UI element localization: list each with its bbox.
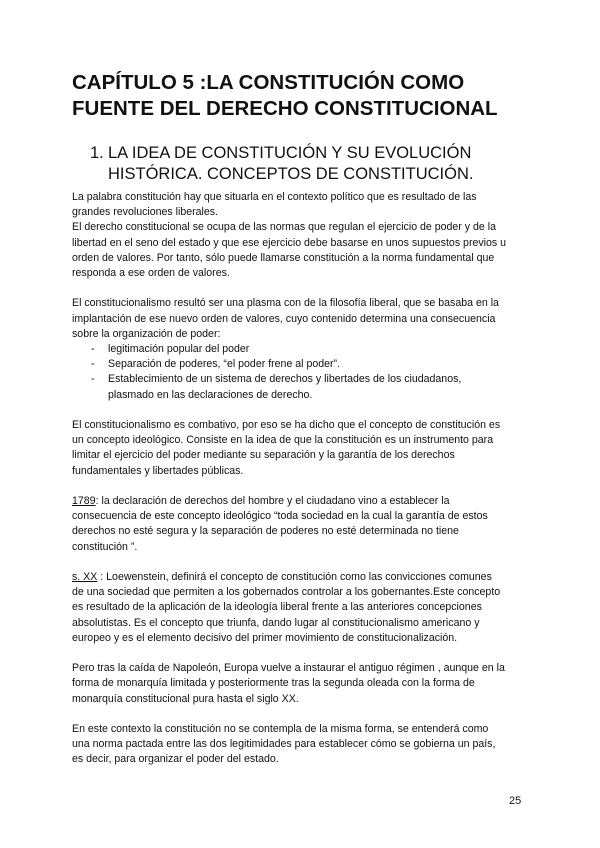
text-line: El constitucionalismo resultó ser una plasma con de la filosofía liberal, que se basaba en la xyxy=(72,297,499,310)
section-title-line-2: HISTÓRICA. CONCEPTOS DE CONSTITUCIÓN. xyxy=(108,165,474,183)
paragraph-5 xyxy=(72,570,534,646)
list-item xyxy=(72,357,534,372)
text-line: libertad en el seno del estado y que ese ejercicio debe basarse en unos supuestos previos u xyxy=(72,236,507,249)
paragraph-4 xyxy=(72,494,534,555)
text-line: un concepto ideológico. Consiste en la idea de que la constitución es un instrumento para xyxy=(72,434,494,447)
paragraph-1 xyxy=(72,190,534,281)
paragraph-6 xyxy=(72,661,534,707)
list-dash: - xyxy=(91,343,95,356)
section-number: 1. xyxy=(90,144,104,162)
text-line: implantación de ese nuevo orden de valores, cuyo contenido determina una consecuencia xyxy=(72,312,496,325)
year-label: 1789 xyxy=(72,495,96,508)
text-line: europeo y es el elemento decisivo del primer movimiento de constitucionalización. xyxy=(72,631,458,644)
paragraph-3 xyxy=(72,418,534,479)
section-heading xyxy=(90,143,510,185)
text-line: derechos no esté segura y la separación de poderes no esté determinada no tiene xyxy=(72,525,459,538)
text-line: una norma pactada entre las dos legitimidades para establecer cómo se gobierna un país, xyxy=(72,738,496,751)
list-item-text: legitimación popular del poder xyxy=(108,343,250,356)
chapter-title-line-2: FUENTE DEL DERECHO CONSTITUCIONAL xyxy=(72,97,498,120)
list-item-text: plasmado en las declaraciones de derecho. xyxy=(108,388,313,401)
text-line: absolutistas. Es el concepto que triunfa, dando lugar al constitucionalismo americano y xyxy=(72,616,480,629)
list-dash: - xyxy=(91,373,95,386)
text-line: limitar el ejercicio del poder mediante su separación y la garantía de los derechos xyxy=(72,449,455,462)
text-line: La palabra constitución hay que situarla en el contexto político que es resultado de las xyxy=(72,191,477,203)
list-item xyxy=(72,372,534,402)
text-line: forma de monarquía limitada y posteriormente tras la segunda oleada con la forma de xyxy=(72,677,475,690)
text-line: constitución ”. xyxy=(72,540,138,553)
list-item-text: Establecimiento de un sistema de derechos y libertades de los ciudadanos, xyxy=(108,373,462,386)
text-line: grandes revoluciones liberales. xyxy=(72,206,219,219)
section-title-line-1: LA IDEA DE CONSTITUCIÓN Y SU EVOLUCIÓN xyxy=(108,144,472,162)
text-line: es resultado de la aplicación de la ideología liberal frente a las anteriores concepciones xyxy=(72,601,482,614)
document-body xyxy=(72,190,534,783)
chapter-title xyxy=(72,70,542,122)
text-line: El constitucionalismo es combativo, por eso se ha dicho que el concepto de constitución es xyxy=(72,419,501,432)
text-line: monarquía constitucional pura hasta el siglo XX. xyxy=(72,692,299,705)
text-line: : la declaración de derechos del hombre y el ciudadano vino a establecer la xyxy=(95,495,450,508)
list-item xyxy=(72,342,534,357)
text-line: sobre la organización de poder: xyxy=(72,327,221,340)
text-line: es decir, para organizar el poder del estado. xyxy=(72,753,279,766)
page-number: 25 xyxy=(509,795,522,807)
chapter-title-line-1: CAPÍTULO 5 :LA CONSTITUCIÓN COMO xyxy=(72,71,465,94)
text-line: : Loewenstein, definirá el concepto de constitución como las convicciones comunes xyxy=(97,571,492,584)
paragraph-7 xyxy=(72,722,534,768)
list-item-text: Separación de poderes, “el poder frene al poder”. xyxy=(108,358,341,371)
text-line: de una sociedad que permiten a los gobernados controlar a los gobernantes.Este concepto xyxy=(72,586,501,599)
list-dash: - xyxy=(91,358,95,371)
text-line: En este contexto la constitución no se contempla de la misma forma, se entenderá como xyxy=(72,723,489,736)
text-line: consecuencia de este concepto ideológico “toda sociedad en la cual la garantía de estos xyxy=(72,510,488,523)
paragraph-2 xyxy=(72,296,534,402)
text-line: fundamentales y libertades públicas. xyxy=(72,464,244,477)
text-line: Pero tras la caída de Napoleón, Europa vuelve a instaurar el antiguo régimen , aunque en la xyxy=(72,662,505,675)
text-line: El derecho constitucional se ocupa de las normas que regulan el ejercicio de poder y de la xyxy=(72,221,497,234)
century-label: s. XX xyxy=(72,571,98,584)
text-line: orden de valores. Por tanto, sólo puede llamarse constitución a la norma fundamental que xyxy=(72,251,495,264)
bullet-list xyxy=(72,342,534,403)
text-line: responda a ese orden de valores. xyxy=(72,267,230,280)
